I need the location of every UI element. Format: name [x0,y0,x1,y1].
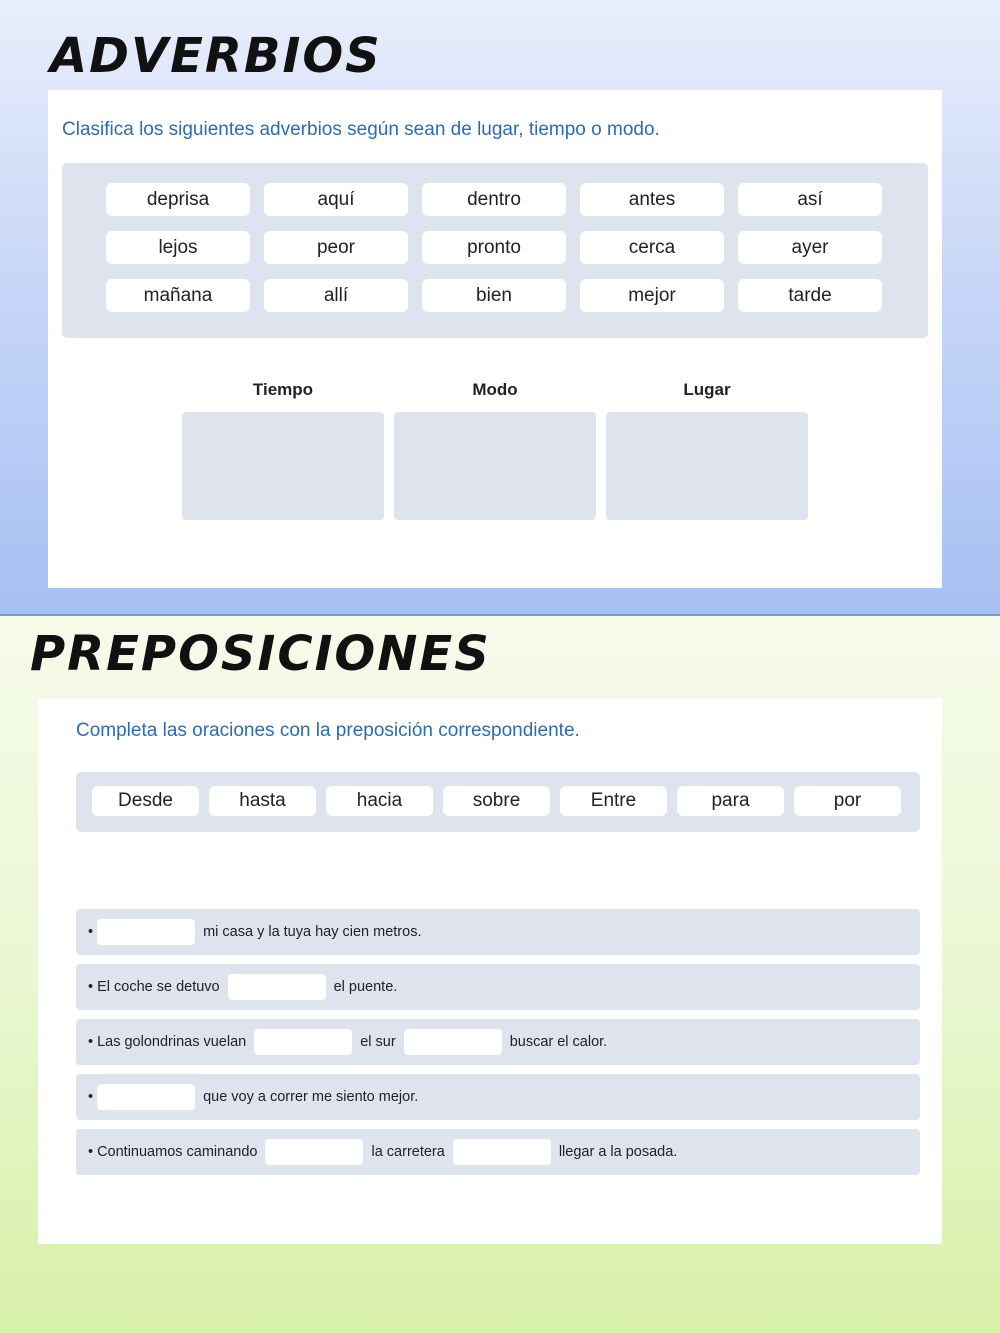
sentence-text: mi casa y la tuya hay cien metros. [203,924,422,940]
word-chip[interactable]: por [794,786,901,816]
word-chip[interactable]: dentro [422,183,566,216]
sentence-text: el puente. [333,979,398,995]
blank-field[interactable] [97,919,195,945]
bullet: • [88,924,94,940]
drop-zone-modo[interactable] [394,412,596,520]
sentence-row [76,1019,920,1065]
word-chip[interactable]: mañana [106,279,250,312]
word-chip[interactable]: aquí [264,183,408,216]
blank-field[interactable] [254,1029,352,1055]
word-chip[interactable]: Entre [560,786,667,816]
sentence-text: Las golondrinas vuelan [97,1034,247,1050]
word-chip[interactable]: bien [422,279,566,312]
word-chip[interactable]: deprisa [106,183,250,216]
sentence-text: llegar a la posada. [558,1144,678,1160]
category-label-lugar: Lugar [683,380,731,399]
word-chip[interactable]: Desde [92,786,199,816]
bullet: • [88,979,94,995]
bullet: • [88,1089,94,1105]
blank-field[interactable] [404,1029,502,1055]
sentence-text: El coche se detuvo [97,979,220,995]
word-chip[interactable]: mejor [580,279,724,312]
word-chip[interactable]: hasta [209,786,316,816]
word-chip[interactable]: lejos [106,231,250,264]
adverbios-instruction: Clasifica los siguientes adverbios según sean de lugar, tiempo o modo. [62,119,660,140]
preposiciones-title: PREPOSICIONES [30,626,491,682]
sentence-row [76,1129,920,1175]
blank-field[interactable] [453,1139,551,1165]
drop-zone-tiempo[interactable] [182,412,384,520]
sentence-text: la carretera [371,1144,445,1160]
category-label-modo: Modo [472,380,518,399]
sentence-text: que voy a correr me siento mejor. [203,1089,419,1105]
word-chip[interactable]: peor [264,231,408,264]
blank-field[interactable] [97,1084,195,1110]
blank-field[interactable] [228,974,326,1000]
drop-zone-lugar[interactable] [606,412,808,520]
sentence-row [76,909,920,955]
word-chip[interactable]: cerca [580,231,724,264]
preposiciones-card [38,698,942,1244]
category-label-tiempo: Tiempo [252,380,314,399]
adverbios-card [48,90,942,588]
word-chip[interactable]: antes [580,183,724,216]
sentence-row [76,964,920,1010]
word-chip[interactable]: así [738,183,882,216]
sentence-text: Continuamos caminando [97,1144,258,1160]
adverbios-word-bank [62,163,928,338]
sentence-row [76,1074,920,1120]
blank-field[interactable] [265,1139,363,1165]
sentence-text: buscar el calor. [509,1034,608,1050]
word-chip[interactable]: allí [264,279,408,312]
preposiciones-word-bank [76,772,920,832]
word-chip[interactable]: ayer [738,231,882,264]
bullet: • [88,1144,94,1160]
word-chip[interactable]: tarde [738,279,882,312]
word-chip[interactable]: para [677,786,784,816]
adverbios-section [0,0,1000,616]
bullet: • [88,1034,94,1050]
word-chip[interactable]: pronto [422,231,566,264]
adverbios-title: ADVERBIOS [50,28,382,84]
word-chip[interactable]: sobre [443,786,550,816]
preposiciones-instruction: Completa las oraciones con la preposición correspondiente. [76,720,580,741]
sentence-text: el sur [360,1034,396,1050]
word-chip[interactable]: hacia [326,786,433,816]
